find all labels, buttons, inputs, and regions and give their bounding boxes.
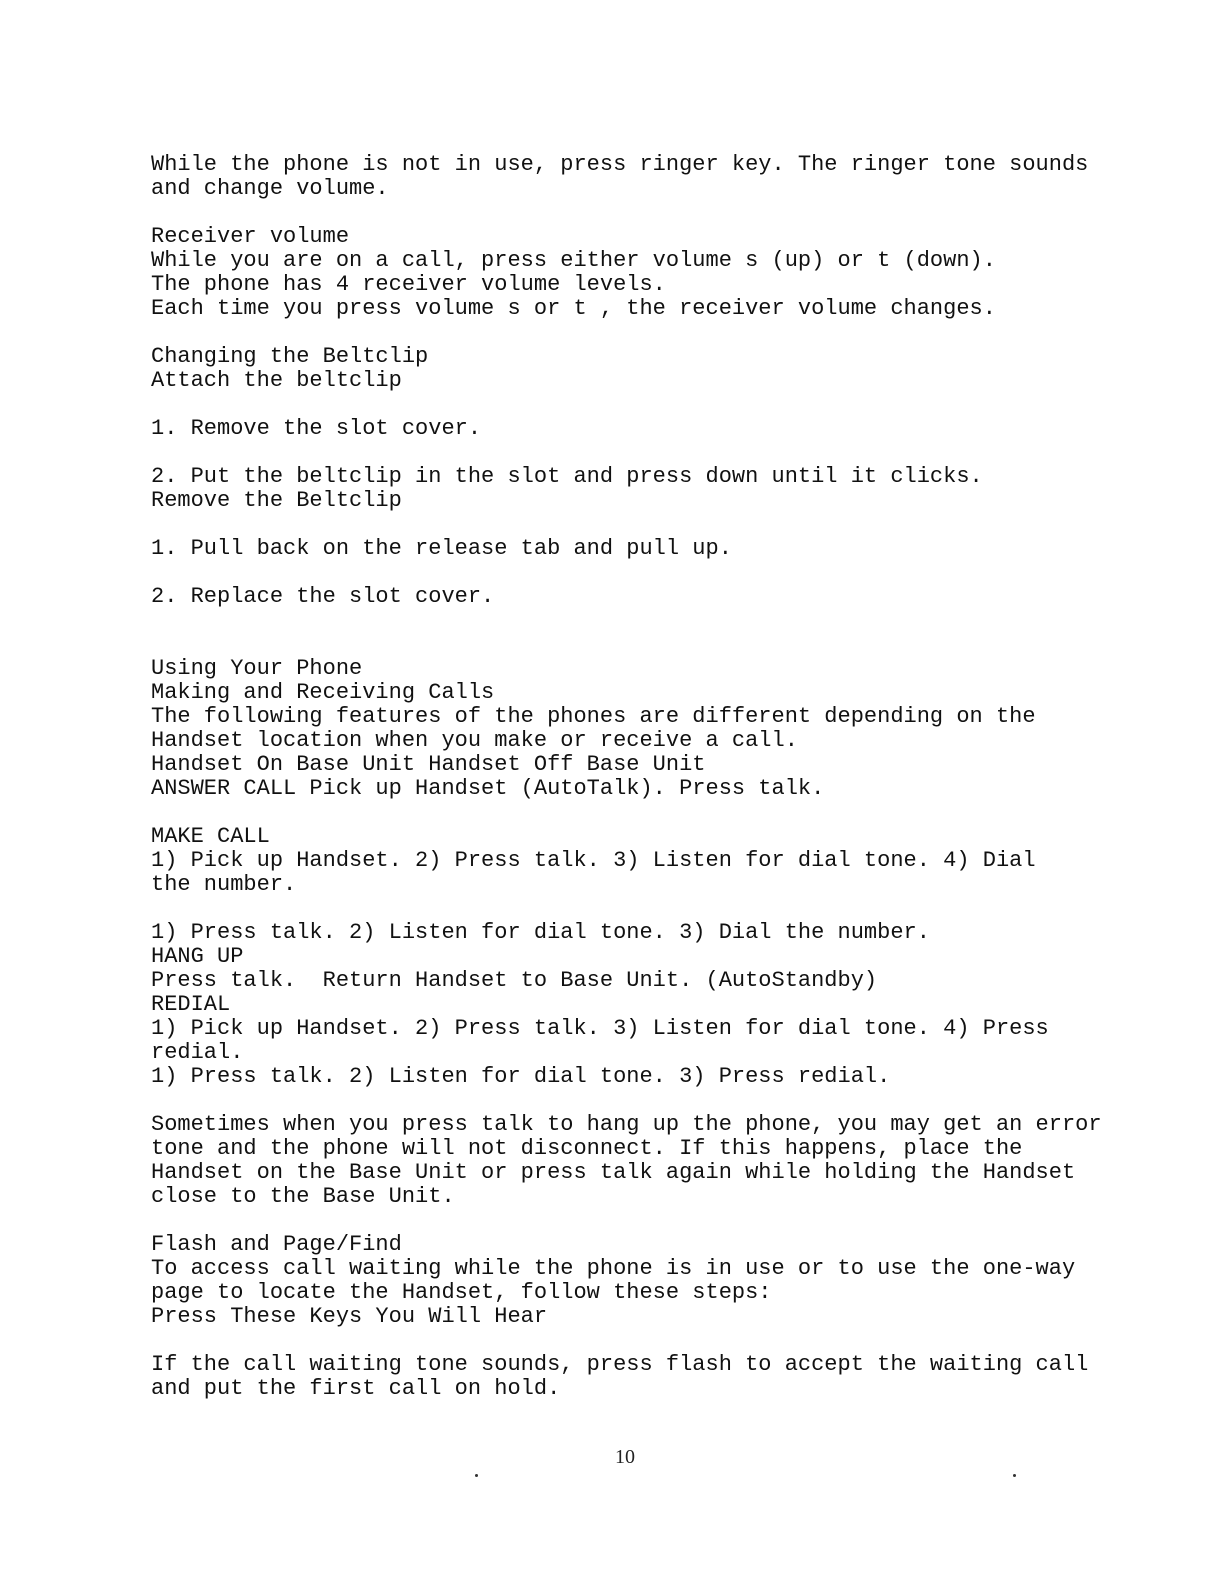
blank-line xyxy=(151,321,1151,345)
text-line: HANG UP xyxy=(151,944,244,969)
text-line: Receiver volume xyxy=(151,224,350,249)
text-line: Press talk. Return Handset to Base Unit. (AutoStandby) xyxy=(151,968,878,993)
text-line: While the phone is not in use, press ringer key. The ringer tone sounds xyxy=(151,152,1089,177)
blank-line xyxy=(151,393,1151,417)
text-line: 1) Press talk. 2) Listen for dial tone. 3) Press redial. xyxy=(151,1064,891,1089)
text-line: and put the first call on hold. xyxy=(151,1376,561,1401)
text-line: and change volume. xyxy=(151,176,389,201)
scan-speck xyxy=(1013,1474,1016,1477)
text-line: Using Your Phone xyxy=(151,656,363,681)
text-line: Handset location when you make or receive a call. xyxy=(151,728,798,753)
text-line: close to the Base Unit. xyxy=(151,1184,455,1209)
text-line: 1. Remove the slot cover. xyxy=(151,416,482,441)
blank-line xyxy=(151,609,1151,633)
text-line: REDIAL xyxy=(151,992,231,1017)
text-line: 2. Replace the slot cover. xyxy=(151,584,495,609)
text-line: Attach the beltclip xyxy=(151,368,402,393)
text-line: The following features of the phones are different depending on the xyxy=(151,704,1036,729)
text-line: redial. xyxy=(151,1040,244,1065)
blank-line xyxy=(151,1209,1151,1233)
text-line: Making and Receiving Calls xyxy=(151,680,495,705)
text-line: To access call waiting while the phone is in use or to use the one-way xyxy=(151,1256,1076,1281)
scan-speck xyxy=(475,1474,478,1477)
text-line: Flash and Page/Find xyxy=(151,1232,402,1257)
text-line: ANSWER CALL Pick up Handset (AutoTalk). Press talk. xyxy=(151,776,825,801)
text-line: MAKE CALL xyxy=(151,824,270,849)
text-line: If the call waiting tone sounds, press flash to accept the waiting call xyxy=(151,1352,1089,1377)
text-line: the number. xyxy=(151,872,297,897)
text-line: 2. Put the beltclip in the slot and press down until it clicks. xyxy=(151,464,983,489)
text-line: The phone has 4 receiver volume levels. xyxy=(151,272,666,297)
text-line: 1) Pick up Handset. 2) Press talk. 3) Listen for dial tone. 4) Dial xyxy=(151,848,1036,873)
blank-line xyxy=(151,1089,1151,1113)
blank-line xyxy=(151,633,1151,657)
text-line: tone and the phone will not disconnect. If this happens, place the xyxy=(151,1136,1023,1161)
blank-line xyxy=(151,1329,1151,1353)
text-line: Remove the Beltclip xyxy=(151,488,402,513)
text-line: Each time you press volume s or t , the receiver volume changes. xyxy=(151,296,996,321)
text-line: Press These Keys You Will Hear xyxy=(151,1304,548,1329)
text-line: While you are on a call, press either volume s (up) or t (down). xyxy=(151,248,996,273)
text-line: Handset On Base Unit Handset Off Base Unit xyxy=(151,752,706,777)
text-line: Changing the Beltclip xyxy=(151,344,429,369)
text-line: Sometimes when you press talk to hang up the phone, you may get an error xyxy=(151,1112,1102,1137)
text-line: 1. Pull back on the release tab and pull up. xyxy=(151,536,732,561)
document-body xyxy=(151,153,1151,1401)
blank-line xyxy=(151,801,1151,825)
page-number: 10 xyxy=(615,1446,635,1468)
blank-line xyxy=(151,513,1151,537)
text-line: Handset on the Base Unit or press talk again while holding the Handset xyxy=(151,1160,1076,1185)
blank-line xyxy=(151,441,1151,465)
text-line: 1) Press talk. 2) Listen for dial tone. 3) Dial the number. xyxy=(151,920,930,945)
blank-line xyxy=(151,561,1151,585)
blank-line xyxy=(151,897,1151,921)
text-line: 1) Pick up Handset. 2) Press talk. 3) Listen for dial tone. 4) Press xyxy=(151,1016,1049,1041)
blank-line xyxy=(151,201,1151,225)
text-line: page to locate the Handset, follow these steps: xyxy=(151,1280,772,1305)
